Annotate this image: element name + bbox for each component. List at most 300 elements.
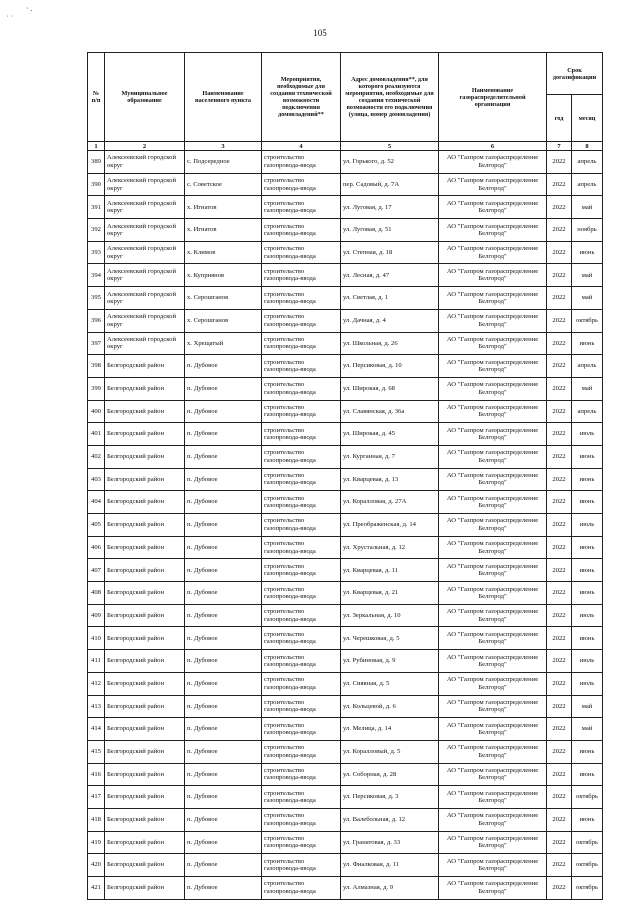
- cell-year: 2022: [547, 377, 572, 400]
- cell-month: май: [572, 287, 603, 310]
- cell-settlement: п. Дубовое: [185, 672, 262, 695]
- cell-municipality: Белгородский район: [105, 786, 185, 809]
- cell-month: июнь: [572, 445, 603, 468]
- cell-settlement: п. Дубовое: [185, 627, 262, 650]
- cell-measures: строительство газопровода-ввода: [262, 604, 341, 627]
- cell-year: 2022: [547, 196, 572, 219]
- cell-year: 2022: [547, 582, 572, 605]
- page-number: 105: [313, 28, 327, 38]
- cell-month: апрель: [572, 400, 603, 423]
- row-number: 416: [88, 763, 105, 786]
- table-row: [88, 604, 603, 627]
- cell-municipality: Алексеевский городской округ: [105, 173, 185, 196]
- cell-year: 2022: [547, 445, 572, 468]
- cell-municipality: Алексеевский городской округ: [105, 196, 185, 219]
- cell-month: ноябрь: [572, 219, 603, 242]
- cell-org: АО "Газпром газораспределение Белгород": [439, 309, 547, 332]
- row-number: 408: [88, 582, 105, 605]
- table-row: [88, 287, 603, 310]
- cell-month: июль: [572, 604, 603, 627]
- cell-settlement: п. Дубовое: [185, 423, 262, 446]
- cell-settlement: п. Дубовое: [185, 786, 262, 809]
- table-row: [88, 241, 603, 264]
- table-row: [88, 219, 603, 242]
- cell-year: 2022: [547, 740, 572, 763]
- cell-address: ул. Соборная, д. 28: [341, 763, 439, 786]
- cell-address: ул. Хрустальная, д. 12: [341, 536, 439, 559]
- cell-municipality: Белгородский район: [105, 355, 185, 378]
- row-number: 403: [88, 468, 105, 491]
- cell-municipality: Белгородский район: [105, 672, 185, 695]
- scan-mark: · .: [26, 4, 33, 13]
- cell-address: ул. Коралловый, д. 5: [341, 740, 439, 763]
- cell-month: июнь: [572, 763, 603, 786]
- table-row: [88, 582, 603, 605]
- cell-year: 2022: [547, 173, 572, 196]
- cell-month: июнь: [572, 241, 603, 264]
- row-number: 404: [88, 491, 105, 514]
- header-num: № п/п: [88, 53, 105, 142]
- col-number: 1: [88, 142, 105, 151]
- cell-address: ул. Персиковая, д. 3: [341, 786, 439, 809]
- cell-measures: строительство газопровода-ввода: [262, 445, 341, 468]
- cell-settlement: п. Дубовое: [185, 854, 262, 877]
- row-number: 415: [88, 740, 105, 763]
- table-row: [88, 196, 603, 219]
- cell-municipality: Белгородский район: [105, 877, 185, 900]
- row-number: 419: [88, 831, 105, 854]
- cell-address: ул. Преображенская, д. 14: [341, 514, 439, 537]
- cell-address: ул. Школьная, д. 26: [341, 332, 439, 355]
- cell-settlement: х. Серошганов: [185, 287, 262, 310]
- col-number: 2: [105, 142, 185, 151]
- cell-address: ул. Мелица, д. 14: [341, 718, 439, 741]
- cell-month: июнь: [572, 332, 603, 355]
- cell-address: ул. Луговая, д. 17: [341, 196, 439, 219]
- table-row: [88, 559, 603, 582]
- cell-settlement: п. Дубовое: [185, 468, 262, 491]
- cell-measures: строительство газопровода-ввода: [262, 309, 341, 332]
- cell-org: АО "Газпром газораспределение Белгород": [439, 582, 547, 605]
- table-body: [88, 151, 603, 900]
- cell-address: ул. Широкая, д. 68: [341, 377, 439, 400]
- row-number: 421: [88, 877, 105, 900]
- cell-measures: строительство газопровода-ввода: [262, 763, 341, 786]
- row-number: 397: [88, 332, 105, 355]
- cell-month: апрель: [572, 151, 603, 174]
- cell-address: ул. Степная, д. 18: [341, 241, 439, 264]
- cell-settlement: п. Дубовое: [185, 808, 262, 831]
- cell-org: АО "Газпром газораспределение Белгород": [439, 445, 547, 468]
- gasification-table: [87, 52, 603, 900]
- table-row: [88, 650, 603, 673]
- cell-address: ул. Сиявная, д. 5: [341, 672, 439, 695]
- cell-measures: строительство газопровода-ввода: [262, 514, 341, 537]
- cell-settlement: п. Дубовое: [185, 763, 262, 786]
- cell-org: АО "Газпром газораспределение Белгород": [439, 287, 547, 310]
- cell-municipality: Белгородский район: [105, 740, 185, 763]
- row-number: 401: [88, 423, 105, 446]
- cell-municipality: Белгородский район: [105, 400, 185, 423]
- cell-year: 2022: [547, 763, 572, 786]
- cell-address: ул. Кварцевая, д. 13: [341, 468, 439, 491]
- cell-address: ул. Кварцевая, д. 11: [341, 559, 439, 582]
- col-number: 4: [262, 142, 341, 151]
- cell-org: АО "Газпром газораспределение Белгород": [439, 718, 547, 741]
- cell-municipality: Белгородский район: [105, 650, 185, 673]
- col-number: 8: [572, 142, 603, 151]
- cell-municipality: Алексеевский городской округ: [105, 264, 185, 287]
- cell-month: июнь: [572, 740, 603, 763]
- cell-measures: строительство газопровода-ввода: [262, 491, 341, 514]
- cell-org: АО "Газпром газораспределение Белгород": [439, 355, 547, 378]
- header-settlement: Наименование населенного пункта: [185, 53, 262, 142]
- row-number: 399: [88, 377, 105, 400]
- cell-municipality: Алексеевский городской округ: [105, 151, 185, 174]
- cell-month: июнь: [572, 559, 603, 582]
- cell-measures: строительство газопровода-ввода: [262, 877, 341, 900]
- cell-org: АО "Газпром газораспределение Белгород": [439, 672, 547, 695]
- cell-municipality: Белгородский район: [105, 559, 185, 582]
- cell-org: АО "Газпром газораспределение Белгород": [439, 400, 547, 423]
- cell-year: 2022: [547, 808, 572, 831]
- table-row: [88, 514, 603, 537]
- cell-org: АО "Газпром газораспределение Белгород": [439, 332, 547, 355]
- row-number: 395: [88, 287, 105, 310]
- table-row: [88, 672, 603, 695]
- cell-address: ул. Светлая, д. 1: [341, 287, 439, 310]
- row-number: 407: [88, 559, 105, 582]
- cell-measures: строительство газопровода-ввода: [262, 718, 341, 741]
- cell-org: АО "Газпром газораспределение Белгород": [439, 740, 547, 763]
- table-row: [88, 332, 603, 355]
- cell-org: АО "Газпром газораспределение Белгород": [439, 468, 547, 491]
- header-month: месяц: [572, 95, 603, 142]
- cell-settlement: п. Дубовое: [185, 877, 262, 900]
- cell-address: ул. Широкая, д. 45: [341, 423, 439, 446]
- cell-measures: строительство газопровода-ввода: [262, 287, 341, 310]
- cell-org: АО "Газпром газораспределение Белгород": [439, 173, 547, 196]
- header-address: Адрес домовладения**, для которого реализуются мероприятия, необходимые для создания технической возможности его подключения (улица, номер домовладения): [341, 53, 439, 142]
- cell-settlement: п. Дубовое: [185, 445, 262, 468]
- table-row: [88, 355, 603, 378]
- cell-org: АО "Газпром газораспределение Белгород": [439, 877, 547, 900]
- cell-year: 2022: [547, 400, 572, 423]
- cell-month: май: [572, 196, 603, 219]
- cell-measures: строительство газопровода-ввода: [262, 559, 341, 582]
- row-number: 390: [88, 173, 105, 196]
- cell-measures: строительство газопровода-ввода: [262, 377, 341, 400]
- table-row: [88, 491, 603, 514]
- cell-measures: строительство газопровода-ввода: [262, 627, 341, 650]
- cell-address: ул. Черешковая, д. 5: [341, 627, 439, 650]
- cell-org: АО "Газпром газораспределение Белгород": [439, 219, 547, 242]
- cell-org: АО "Газпром газораспределение Белгород": [439, 786, 547, 809]
- row-number: 405: [88, 514, 105, 537]
- table-row: [88, 173, 603, 196]
- cell-settlement: п. Дубовое: [185, 740, 262, 763]
- cell-org: АО "Газпром газораспределение Белгород": [439, 695, 547, 718]
- cell-month: май: [572, 695, 603, 718]
- header-measures: Мероприятия, необходимые для создания технической возможности подключения домовладений**: [262, 53, 341, 142]
- cell-settlement: х. Куприянов: [185, 264, 262, 287]
- cell-address: ул. Кольцевой, д. 6: [341, 695, 439, 718]
- cell-org: АО "Газпром газораспределение Белгород": [439, 423, 547, 446]
- cell-address: ул. Курганная, д. 7: [341, 445, 439, 468]
- header-org: Наименование газораспределительной организации: [439, 53, 547, 142]
- cell-address: ул. Зеркальная, д. 10: [341, 604, 439, 627]
- cell-year: 2022: [547, 491, 572, 514]
- row-number: 418: [88, 808, 105, 831]
- row-number: 411: [88, 650, 105, 673]
- table-row: [88, 854, 603, 877]
- cell-address: ул. Луговая, д. 51: [341, 219, 439, 242]
- cell-month: май: [572, 264, 603, 287]
- cell-settlement: х. Хрещатый: [185, 332, 262, 355]
- cell-municipality: Алексеевский городской округ: [105, 309, 185, 332]
- cell-settlement: х. Игнатов: [185, 219, 262, 242]
- cell-year: 2022: [547, 695, 572, 718]
- cell-municipality: Белгородский район: [105, 514, 185, 537]
- cell-settlement: х. Серошганов: [185, 309, 262, 332]
- cell-org: АО "Газпром газораспределение Белгород": [439, 604, 547, 627]
- cell-municipality: Белгородский район: [105, 491, 185, 514]
- cell-year: 2022: [547, 650, 572, 673]
- cell-address: ул. Горького, д. 52: [341, 151, 439, 174]
- cell-month: октябрь: [572, 854, 603, 877]
- table-row: [88, 151, 603, 174]
- row-number: 391: [88, 196, 105, 219]
- cell-year: 2022: [547, 264, 572, 287]
- cell-month: июнь: [572, 536, 603, 559]
- table-row: [88, 264, 603, 287]
- cell-org: АО "Газпром газораспределение Белгород": [439, 808, 547, 831]
- row-number: 414: [88, 718, 105, 741]
- cell-municipality: Белгородский район: [105, 604, 185, 627]
- cell-org: АО "Газпром газораспределение Белгород": [439, 151, 547, 174]
- cell-year: 2022: [547, 604, 572, 627]
- row-number: 410: [88, 627, 105, 650]
- cell-measures: строительство газопровода-ввода: [262, 740, 341, 763]
- cell-month: июль: [572, 423, 603, 446]
- cell-address: пер. Садовый, д. 7А: [341, 173, 439, 196]
- cell-settlement: с. Советское: [185, 173, 262, 196]
- row-number: 394: [88, 264, 105, 287]
- cell-settlement: п. Дубовое: [185, 400, 262, 423]
- cell-address: ул. Фиалковая, д. 11: [341, 854, 439, 877]
- cell-address: ул. Валебольная, д. 12: [341, 808, 439, 831]
- cell-settlement: п. Дубовое: [185, 491, 262, 514]
- cell-settlement: п. Дубовое: [185, 650, 262, 673]
- cell-address: ул. Коралловая, д. 27А: [341, 491, 439, 514]
- cell-municipality: Белгородский район: [105, 377, 185, 400]
- cell-municipality: Белгородский район: [105, 468, 185, 491]
- table-row: [88, 831, 603, 854]
- cell-municipality: Алексеевский городской округ: [105, 219, 185, 242]
- cell-year: 2022: [547, 287, 572, 310]
- cell-year: 2022: [547, 786, 572, 809]
- cell-month: октябрь: [572, 831, 603, 854]
- cell-settlement: п. Дубовое: [185, 695, 262, 718]
- table-row: [88, 423, 603, 446]
- cell-settlement: п. Дубовое: [185, 377, 262, 400]
- cell-settlement: х. Климов: [185, 241, 262, 264]
- cell-measures: строительство газопровода-ввода: [262, 219, 341, 242]
- cell-org: АО "Газпром газораспределение Белгород": [439, 559, 547, 582]
- cell-address: ул. Славянская, д. 36а: [341, 400, 439, 423]
- col-number: 7: [547, 142, 572, 151]
- col-number: 5: [341, 142, 439, 151]
- scan-mark: ˙ ˙: [6, 14, 14, 23]
- cell-municipality: Белгородский район: [105, 423, 185, 446]
- cell-settlement: п. Дубовое: [185, 582, 262, 605]
- cell-year: 2022: [547, 559, 572, 582]
- table-row: [88, 377, 603, 400]
- cell-municipality: Белгородский район: [105, 445, 185, 468]
- cell-municipality: Белгородский район: [105, 627, 185, 650]
- cell-year: 2022: [547, 151, 572, 174]
- cell-org: АО "Газпром газораспределение Белгород": [439, 627, 547, 650]
- table-row: [88, 763, 603, 786]
- row-number: 409: [88, 604, 105, 627]
- cell-measures: строительство газопровода-ввода: [262, 650, 341, 673]
- cell-measures: строительство газопровода-ввода: [262, 355, 341, 378]
- cell-settlement: п. Дубовое: [185, 559, 262, 582]
- cell-municipality: Белгородский район: [105, 854, 185, 877]
- row-number: 402: [88, 445, 105, 468]
- cell-org: АО "Газпром газораспределение Белгород": [439, 831, 547, 854]
- cell-municipality: Белгородский район: [105, 695, 185, 718]
- cell-measures: строительство газопровода-ввода: [262, 264, 341, 287]
- cell-month: июль: [572, 672, 603, 695]
- cell-year: 2022: [547, 241, 572, 264]
- row-number: 420: [88, 854, 105, 877]
- row-number: 396: [88, 309, 105, 332]
- cell-month: июнь: [572, 627, 603, 650]
- cell-municipality: Белгородский район: [105, 718, 185, 741]
- cell-year: 2022: [547, 468, 572, 491]
- cell-municipality: Белгородский район: [105, 808, 185, 831]
- table-row: [88, 808, 603, 831]
- cell-month: май: [572, 718, 603, 741]
- row-number: 393: [88, 241, 105, 264]
- table-row: [88, 468, 603, 491]
- cell-settlement: х. Игнатов: [185, 196, 262, 219]
- cell-month: октябрь: [572, 786, 603, 809]
- header-deadline: Срок догазификации: [547, 53, 603, 95]
- cell-measures: строительство газопровода-ввода: [262, 468, 341, 491]
- cell-year: 2022: [547, 536, 572, 559]
- table-row: [88, 877, 603, 900]
- cell-measures: строительство газопровода-ввода: [262, 786, 341, 809]
- header-year: год: [547, 95, 572, 142]
- row-number: 398: [88, 355, 105, 378]
- cell-measures: строительство газопровода-ввода: [262, 536, 341, 559]
- table-row: [88, 718, 603, 741]
- cell-year: 2022: [547, 332, 572, 355]
- cell-measures: строительство газопровода-ввода: [262, 400, 341, 423]
- cell-address: ул. Дачная, д. 4: [341, 309, 439, 332]
- cell-measures: строительство газопровода-ввода: [262, 151, 341, 174]
- cell-year: 2022: [547, 355, 572, 378]
- cell-measures: строительство газопровода-ввода: [262, 173, 341, 196]
- cell-address: ул. Гранатовая, д. 33: [341, 831, 439, 854]
- cell-month: май: [572, 377, 603, 400]
- cell-org: АО "Газпром газораспределение Белгород": [439, 854, 547, 877]
- cell-address: ул. Рубиновая, д. 9: [341, 650, 439, 673]
- cell-month: июнь: [572, 491, 603, 514]
- table-row: [88, 536, 603, 559]
- cell-year: 2022: [547, 718, 572, 741]
- cell-month: июль: [572, 514, 603, 537]
- cell-measures: строительство газопровода-ввода: [262, 831, 341, 854]
- cell-org: АО "Газпром газораспределение Белгород": [439, 536, 547, 559]
- table-row: [88, 400, 603, 423]
- cell-measures: строительство газопровода-ввода: [262, 332, 341, 355]
- row-number: 400: [88, 400, 105, 423]
- cell-measures: строительство газопровода-ввода: [262, 695, 341, 718]
- cell-month: октябрь: [572, 309, 603, 332]
- cell-month: апрель: [572, 173, 603, 196]
- table-row: [88, 445, 603, 468]
- cell-municipality: Белгородский район: [105, 831, 185, 854]
- cell-settlement: п. Дубовое: [185, 604, 262, 627]
- cell-year: 2022: [547, 877, 572, 900]
- cell-month: июнь: [572, 582, 603, 605]
- table-row: [88, 786, 603, 809]
- cell-settlement: п. Дубовое: [185, 514, 262, 537]
- cell-settlement: п. Дубовое: [185, 536, 262, 559]
- row-number: 413: [88, 695, 105, 718]
- cell-municipality: Алексеевский городской округ: [105, 241, 185, 264]
- col-number: 3: [185, 142, 262, 151]
- cell-settlement: с. Подсередное: [185, 151, 262, 174]
- cell-month: июнь: [572, 468, 603, 491]
- cell-measures: строительство газопровода-ввода: [262, 854, 341, 877]
- cell-settlement: п. Дубовое: [185, 831, 262, 854]
- cell-address: ул. Кварцевая, д. 21: [341, 582, 439, 605]
- cell-municipality: Алексеевский городской округ: [105, 287, 185, 310]
- cell-measures: строительство газопровода-ввода: [262, 423, 341, 446]
- cell-year: 2022: [547, 423, 572, 446]
- cell-address: ул. Персиковая, д. 10: [341, 355, 439, 378]
- cell-year: 2022: [547, 854, 572, 877]
- cell-year: 2022: [547, 309, 572, 332]
- cell-year: 2022: [547, 672, 572, 695]
- table-row: [88, 695, 603, 718]
- row-number: 417: [88, 786, 105, 809]
- cell-measures: строительство газопровода-ввода: [262, 582, 341, 605]
- cell-org: АО "Газпром газораспределение Белгород": [439, 514, 547, 537]
- cell-org: АО "Газпром газораспределение Белгород": [439, 491, 547, 514]
- cell-address: ул. Лесная, д. 47: [341, 264, 439, 287]
- cell-month: апрель: [572, 355, 603, 378]
- cell-org: АО "Газпром газораспределение Белгород": [439, 241, 547, 264]
- cell-municipality: Белгородский район: [105, 763, 185, 786]
- cell-org: АО "Газпром газораспределение Белгород": [439, 377, 547, 400]
- cell-year: 2022: [547, 514, 572, 537]
- cell-org: АО "Газпром газораспределение Белгород": [439, 650, 547, 673]
- cell-address: ул. Алмазная, д. 9: [341, 877, 439, 900]
- cell-settlement: п. Дубовое: [185, 355, 262, 378]
- cell-measures: строительство газопровода-ввода: [262, 241, 341, 264]
- cell-municipality: Алексеевский городской округ: [105, 332, 185, 355]
- cell-settlement: п. Дубовое: [185, 718, 262, 741]
- col-number: 6: [439, 142, 547, 151]
- row-number: 406: [88, 536, 105, 559]
- cell-org: АО "Газпром газораспределение Белгород": [439, 763, 547, 786]
- table-row: [88, 627, 603, 650]
